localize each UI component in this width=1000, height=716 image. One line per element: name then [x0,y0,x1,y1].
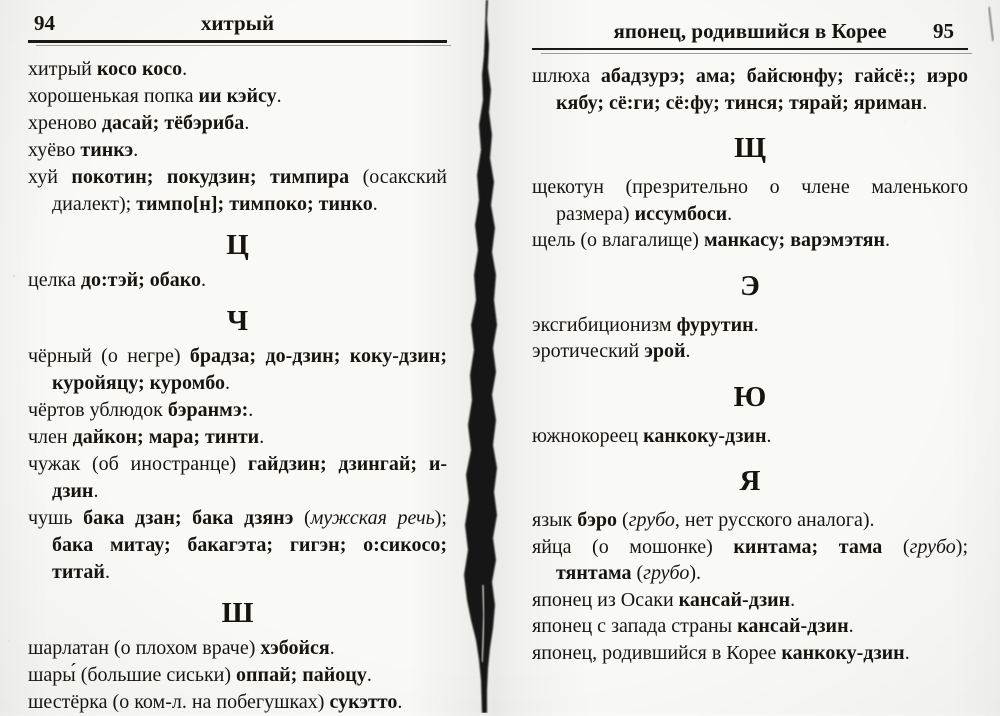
entry-segment: щекотун (презрительно о члене маленького размера) [532,176,968,225]
entry-segment: ); [955,535,968,558]
entry-segment: . [922,91,928,114]
gutter-highlight-streak [482,585,484,662]
entry-segment: , нет русского аналога). [674,509,875,531]
entry-segment: . [366,664,372,686]
entry-segment: . [104,561,110,583]
dictionary-entry [28,164,447,218]
left-running-head: хитрый [200,11,275,35]
entry-segment: эрой [644,340,686,362]
dictionary-entry [532,423,968,450]
dictionary-entry [532,613,968,640]
entry-segment: канкоку-дзин [643,424,767,447]
entry-segment: иссумбоси [634,202,728,225]
entry-segment: шлюха [532,65,601,87]
entry-segment: грубо [643,562,690,584]
entry-segment: грубо [628,509,675,531]
corner-scan-mark [989,7,993,41]
entry-segment: брадза; до-дзин; коку-дзин; куройяцу; куромбо [52,345,447,394]
entry-segment: до:тэй; обако [80,269,202,291]
entry-segment: чушь [28,507,84,529]
entry-segment: тинкэ [80,139,134,161]
entry-segment: шарлатан (о плохом враче) [28,637,261,659]
dictionary-entry [28,397,447,424]
entry-segment: . [93,480,99,502]
entry-segment: тянтама [556,562,632,584]
section-letter-Ц: Ц [226,229,249,261]
left-page [28,0,447,716]
entry-segment: яйца (о мошонке) [532,535,734,558]
dictionary-entry [532,640,968,667]
entry-segment: . [259,426,265,448]
right-page-entries [532,63,968,666]
entry-segment: южнокореец [532,424,644,447]
entry-segment: японец, родившийся в Корее [532,641,782,664]
dictionary-entry [532,63,968,116]
dictionary-entry [28,635,447,662]
entry-segment: хреново [28,112,102,134]
dictionary-entry [28,110,447,137]
entry-segment: эксгибиционизм [532,313,677,336]
entry-segment: . [248,399,254,421]
dictionary-entry [28,343,447,397]
entry-segment: японец с запада страны [532,615,738,637]
entry-segment: . [848,615,854,637]
entry-segment: кансай-дзин [678,588,791,611]
entry-segment: . [753,313,759,336]
entry-segment: ( [631,562,644,584]
entry-segment: мужская речь [310,507,435,529]
entry-segment: (осакский диалект); [52,166,447,215]
entry-segment: ( [882,535,910,558]
entry-segment: целка [28,269,81,291]
dictionary-entry [532,174,968,227]
entry-segment: . [766,424,772,447]
entry-segment: шары́ (большие сиськи) [28,664,237,686]
binding-gutter-shadow [464,0,497,713]
entry-segment: ( [617,509,629,531]
entry-segment: бэранмэ: [167,399,249,421]
entry-segment: член [28,426,73,448]
entry-segment: грубо [909,535,956,558]
entry-segment: . [201,269,207,291]
left-page-header [28,11,447,37]
entry-segment: . [790,588,796,611]
section-letter-Ю: Ю [733,380,767,413]
entry-segment: хуй [28,166,72,188]
dictionary-entry [28,451,447,505]
entry-segment: дайкон; мара; тинти [72,426,260,448]
entry-segment: абадзурэ; ама; байсюнфу; гайсё:; иэро кябу; сё:ги; сё:фу; тинся; тярай; яриман [556,65,969,114]
right-running-head: японец, родившийся в Корее [613,19,887,43]
entry-segment: сукэтто [329,691,398,713]
entry-segment: кансай-дзин [737,615,849,637]
dictionary-entry [28,83,447,110]
section-letter-Ш: Ш [221,597,254,629]
entry-segment: щель (о влагалище) [532,229,704,251]
entry-segment: . [727,202,733,225]
dictionary-entry [532,534,968,587]
entry-segment: чёрный (о негре) [28,345,190,367]
section-letter-Ч: Ч [226,305,249,337]
entry-segment: . [182,58,188,80]
dictionary-entry [532,507,968,534]
entry-segment: . [904,641,910,664]
entry-segment: кинтама; тама [733,535,883,558]
dictionary-entry [28,137,447,164]
section-letter-Щ: Щ [734,132,766,164]
entry-segment: оппай; пайоцу [236,664,367,686]
entry-segment: японец из Осаки [532,588,679,611]
section-letter-Я: Я [739,465,761,497]
right-page-number: 95 [933,19,954,43]
dictionary-entry [532,338,968,365]
entry-segment: . [372,193,378,215]
entry-segment: ); [434,507,447,529]
entry-segment: шестёрка (о ком-л. на побегушках) [28,691,330,713]
entry-segment: бэро [577,509,618,531]
dictionary-entry [28,505,447,586]
entry-segment: фурутин [676,313,754,336]
right-page [532,0,968,666]
entry-segment: бака дзан; бака дзянэ [83,507,304,529]
entry-segment: хуёво [28,139,81,161]
entry-segment: бака митау; бакагэта; гигэн; о:сикосо; титай [52,534,447,583]
entry-segment: . [244,112,250,134]
entry-segment: язык [532,509,578,531]
right-page-header [532,19,968,45]
entry-segment: хорошенькая попка [28,85,199,107]
entry-segment: тимпо[н]; тимпоко; тинко [136,193,373,215]
entry-segment: ( [303,507,311,529]
dictionary-entry [532,587,968,614]
entry-segment: . [685,340,691,362]
entry-segment: гайдзин; дзингай; и-дзин [52,453,447,502]
entry-segment: . [885,229,890,251]
entry-segment: дасай; тёбэриба [101,112,245,134]
entry-segment: канкоку-дзин [781,641,905,664]
left-page-entries [28,56,447,716]
entry-segment: покотин; покудзин; тимпира [71,166,363,188]
dictionary-entry [28,424,447,451]
dictionary-entry [532,312,968,339]
entry-segment: . [276,85,282,107]
entry-segment: хэбойся [260,637,330,659]
entry-segment: чужак (об иностранце) [28,453,248,475]
section-letter-Э: Э [740,269,760,302]
entry-segment: . [397,691,403,713]
entry-segment: ). [689,562,702,584]
entry-segment: косо косо [96,58,183,80]
entry-segment: эротический [532,340,645,362]
entry-segment: манкасу; варэмэтян [703,229,885,251]
dictionary-entry [28,662,447,689]
entry-segment: хитрый [28,58,97,80]
dictionary-entry [532,227,968,254]
dictionary-entry [28,689,447,716]
entry-segment: . [224,372,230,394]
entry-segment: чёртов ублюдок [28,399,168,421]
dictionary-entry [28,56,447,83]
dictionary-entry [28,267,447,294]
entry-segment: . [329,637,335,659]
right-header-rule [532,48,968,50]
left-page-number: 94 [34,11,55,35]
entry-segment: . [133,139,139,161]
left-header-rule [28,40,447,43]
entry-segment: ии кэйсу [198,85,277,107]
